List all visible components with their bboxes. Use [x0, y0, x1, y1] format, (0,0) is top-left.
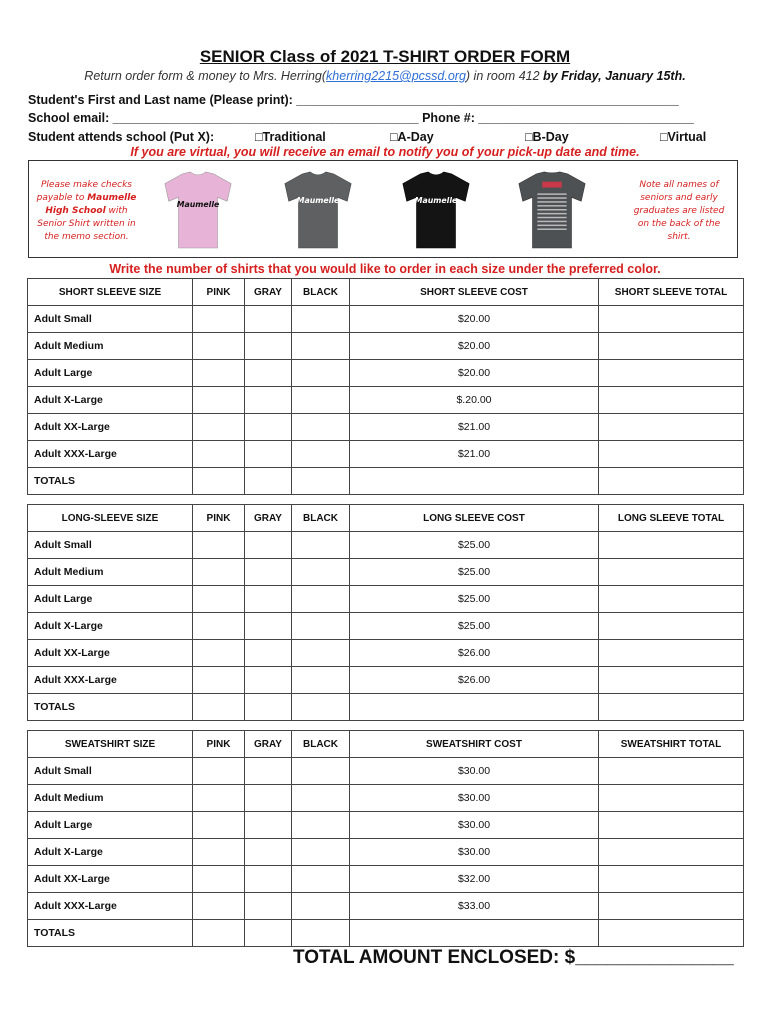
cost-cell: $20.00 [350, 360, 599, 387]
size-label: Adult X-Large [28, 839, 193, 866]
pink-qty-cell[interactable] [193, 532, 245, 559]
option-a-day-checkbox[interactable]: □A-Day [390, 130, 434, 144]
black-qty-cell[interactable] [292, 758, 350, 785]
header-cost: LONG SLEEVE COST [350, 505, 599, 532]
cost-cell: $30.00 [350, 812, 599, 839]
total-cell[interactable] [599, 414, 744, 441]
cost-cell: $20.00 [350, 306, 599, 333]
gray-qty-cell[interactable] [245, 468, 292, 495]
table-row [28, 586, 744, 613]
gray-qty-cell[interactable] [245, 640, 292, 667]
pink-qty-cell[interactable] [193, 839, 245, 866]
size-label: TOTALS [28, 694, 193, 721]
check-note-school: Maumelle High School [45, 193, 137, 216]
check-note-part2: with Senior Shirt written in the memo section. [37, 206, 136, 242]
size-label: Adult Small [28, 758, 193, 785]
pink-qty-cell[interactable] [193, 893, 245, 920]
black-qty-cell[interactable] [292, 893, 350, 920]
total-cell[interactable] [599, 441, 744, 468]
black-qty-cell[interactable] [292, 468, 350, 495]
header-gray: GRAY [245, 279, 292, 306]
size-label: Adult Large [28, 812, 193, 839]
short-sleeve-table [27, 278, 744, 495]
header-size: LONG-SLEEVE SIZE [28, 505, 193, 532]
header-black: BLACK [292, 505, 350, 532]
black-qty-cell[interactable] [292, 640, 350, 667]
table-row [28, 785, 744, 812]
black-qty-cell[interactable] [292, 414, 350, 441]
sweatshirt-header-row [28, 731, 744, 758]
black-qty-cell[interactable] [292, 866, 350, 893]
total-cell[interactable] [599, 812, 744, 839]
black-qty-cell[interactable] [292, 532, 350, 559]
cost-cell: $21.00 [350, 414, 599, 441]
gray-qty-cell[interactable] [245, 758, 292, 785]
cost-cell: $25.00 [350, 586, 599, 613]
pink-qty-cell[interactable] [193, 306, 245, 333]
size-label: Adult Medium [28, 333, 193, 360]
black-qty-cell[interactable] [292, 306, 350, 333]
black-qty-cell[interactable] [292, 785, 350, 812]
total-cell[interactable] [599, 468, 744, 495]
table-row [28, 441, 744, 468]
table-row [28, 532, 744, 559]
gray-qty-cell[interactable] [245, 613, 292, 640]
table-row [28, 559, 744, 586]
pink-qty-cell[interactable] [193, 414, 245, 441]
table-row [28, 667, 744, 694]
pink-qty-cell[interactable] [193, 613, 245, 640]
cost-cell: $25.00 [350, 559, 599, 586]
total-cell[interactable] [599, 893, 744, 920]
pink-qty-cell[interactable] [193, 441, 245, 468]
black-qty-cell[interactable] [292, 920, 350, 947]
black-qty-cell[interactable] [292, 586, 350, 613]
size-label: Adult XX-Large [28, 414, 193, 441]
pink-qty-cell[interactable] [193, 667, 245, 694]
black-qty-cell[interactable] [292, 559, 350, 586]
header-total: LONG SLEEVE TOTAL [599, 505, 744, 532]
total-cell[interactable] [599, 920, 744, 947]
size-label: Adult XXX-Large [28, 441, 193, 468]
gray-qty-cell[interactable] [245, 360, 292, 387]
gray-qty-cell[interactable] [245, 414, 292, 441]
size-label: Adult X-Large [28, 613, 193, 640]
totals-row [28, 920, 744, 947]
header-gray: GRAY [245, 505, 292, 532]
gray-shirt-image [279, 167, 357, 251]
size-label: Adult Large [28, 360, 193, 387]
black-qty-cell[interactable] [292, 387, 350, 414]
gray-qty-cell[interactable] [245, 333, 292, 360]
cost-cell: $25.00 [350, 532, 599, 559]
cost-cell: $26.00 [350, 667, 599, 694]
total-cell[interactable] [599, 694, 744, 721]
header-gray: GRAY [245, 731, 292, 758]
gray-qty-cell[interactable] [245, 866, 292, 893]
table-row [28, 414, 744, 441]
pink-qty-cell[interactable] [193, 333, 245, 360]
cost-cell [350, 694, 599, 721]
size-label: Adult XXX-Large [28, 667, 193, 694]
table-row [28, 839, 744, 866]
gray-qty-cell[interactable] [245, 441, 292, 468]
totals-row [28, 694, 744, 721]
long-sleeve-table [27, 504, 744, 721]
header-total: SWEATSHIRT TOTAL [599, 731, 744, 758]
header-cost: SHORT SLEEVE COST [350, 279, 599, 306]
pink-qty-cell[interactable] [193, 640, 245, 667]
check-payable-note [34, 179, 139, 244]
size-label: Adult Small [28, 306, 193, 333]
header-total: SHORT SLEEVE TOTAL [599, 279, 744, 306]
gray-qty-cell[interactable] [245, 694, 292, 721]
short-sleeve-header-row [28, 279, 744, 306]
black-qty-cell[interactable] [292, 667, 350, 694]
table-row [28, 360, 744, 387]
form-title: SENIOR Class of 2021 T-SHIRT ORDER FORM [199, 47, 571, 66]
header-size: SHORT SLEEVE SIZE [28, 279, 193, 306]
pink-qty-cell[interactable] [193, 920, 245, 947]
pink-qty-cell[interactable] [193, 785, 245, 812]
pink-qty-cell[interactable] [193, 694, 245, 721]
pink-qty-cell[interactable] [193, 559, 245, 586]
black-shirt-image [397, 167, 475, 251]
names-on-back-note: Note all names of seniors and early graduates are listed on the back of the shirt. [633, 180, 725, 242]
cost-cell: $32.00 [350, 866, 599, 893]
long-sleeve-header-row [28, 505, 744, 532]
pink-qty-cell[interactable] [193, 360, 245, 387]
shirt-logo-text: Maumelle [296, 196, 340, 206]
totals-row [28, 468, 744, 495]
total-cell[interactable] [599, 333, 744, 360]
size-label: TOTALS [28, 468, 193, 495]
shirt-photo-box [28, 160, 738, 258]
total-cell[interactable] [599, 387, 744, 414]
table-row [28, 866, 744, 893]
cost-cell [350, 920, 599, 947]
total-cell[interactable] [599, 532, 744, 559]
table-row [28, 812, 744, 839]
school-type-label: Student attends school (Put X): [28, 130, 215, 144]
gray-qty-cell[interactable] [245, 839, 292, 866]
pink-qty-cell[interactable] [193, 812, 245, 839]
table-row [28, 306, 744, 333]
table-row [28, 333, 744, 360]
sweatshirt-table [27, 730, 744, 947]
shirt-logo-text: Maumelle [176, 200, 220, 210]
header-pink: PINK [193, 731, 245, 758]
teacher-email-link[interactable]: kherring2215@pcssd.org [326, 69, 466, 83]
gray-qty-cell[interactable] [245, 532, 292, 559]
total-cell[interactable] [599, 640, 744, 667]
table-row [28, 893, 744, 920]
option-traditional-checkbox[interactable]: □Traditional [255, 130, 326, 144]
deadline-text: by Friday, January 15th. [543, 69, 686, 83]
cost-cell: $26.00 [350, 640, 599, 667]
table-row [28, 640, 744, 667]
gray-qty-cell[interactable] [245, 559, 292, 586]
pink-qty-cell[interactable] [193, 866, 245, 893]
table-row [28, 758, 744, 785]
pink-shirt-image [159, 167, 237, 251]
size-label: Adult Medium [28, 559, 193, 586]
total-cell[interactable] [599, 839, 744, 866]
table-row [28, 387, 744, 414]
total-cell[interactable] [599, 613, 744, 640]
gray-qty-cell[interactable] [245, 812, 292, 839]
cost-cell: $20.00 [350, 333, 599, 360]
virtual-notice: If you are virtual, you will receive an email to notify you of your pick-up date and time. [130, 145, 640, 159]
check-note-part1: Please make checks payable to [36, 180, 132, 203]
pink-qty-cell[interactable] [193, 468, 245, 495]
black-qty-cell[interactable] [292, 613, 350, 640]
size-label: Adult Small [28, 532, 193, 559]
option-virtual-checkbox[interactable]: □Virtual [660, 130, 707, 144]
pink-qty-cell[interactable] [193, 387, 245, 414]
total-cell[interactable] [599, 758, 744, 785]
total-cell[interactable] [599, 306, 744, 333]
total-cell[interactable] [599, 866, 744, 893]
black-qty-cell[interactable] [292, 839, 350, 866]
size-label: Adult XXX-Large [28, 893, 193, 920]
cost-cell: $.20.00 [350, 387, 599, 414]
cost-cell: $25.00 [350, 613, 599, 640]
gray-qty-cell[interactable] [245, 785, 292, 812]
cost-cell [350, 468, 599, 495]
shirt-back-image [513, 167, 591, 251]
header-black: BLACK [292, 731, 350, 758]
size-label: TOTALS [28, 920, 193, 947]
gray-qty-cell[interactable] [245, 306, 292, 333]
gray-qty-cell[interactable] [245, 667, 292, 694]
size-label: Adult Medium [28, 785, 193, 812]
total-cell[interactable] [599, 586, 744, 613]
cost-cell: $21.00 [350, 441, 599, 468]
black-qty-cell[interactable] [292, 333, 350, 360]
size-label: Adult XX-Large [28, 866, 193, 893]
header-cost: SWEATSHIRT COST [350, 731, 599, 758]
cost-cell: $30.00 [350, 839, 599, 866]
black-qty-cell[interactable] [292, 812, 350, 839]
header-black: BLACK [292, 279, 350, 306]
total-amount-enclosed-field[interactable]: TOTAL AMOUNT ENCLOSED: $_______________ [293, 947, 734, 968]
table-row [28, 613, 744, 640]
pink-qty-cell[interactable] [193, 758, 245, 785]
size-label: Adult X-Large [28, 387, 193, 414]
total-cell[interactable] [599, 785, 744, 812]
pink-qty-cell[interactable] [193, 586, 245, 613]
size-label: Adult XX-Large [28, 640, 193, 667]
black-qty-cell[interactable] [292, 694, 350, 721]
cost-cell: $30.00 [350, 758, 599, 785]
gray-qty-cell[interactable] [245, 387, 292, 414]
black-qty-cell[interactable] [292, 360, 350, 387]
total-cell[interactable] [599, 559, 744, 586]
gray-qty-cell[interactable] [245, 920, 292, 947]
cost-cell: $30.00 [350, 785, 599, 812]
return-middle: ) in room 412 [465, 69, 544, 83]
total-cell[interactable] [599, 360, 744, 387]
gray-qty-cell[interactable] [245, 586, 292, 613]
header-pink: PINK [193, 279, 245, 306]
black-qty-cell[interactable] [292, 441, 350, 468]
student-name-field[interactable]: Student's First and Last name (Please print): _______________________________________________________ [28, 93, 679, 107]
return-prefix: Return order form & money to Mrs. Herring( [84, 69, 327, 83]
gray-qty-cell[interactable] [245, 893, 292, 920]
shirt-logo-text: Maumelle [414, 196, 458, 206]
header-pink: PINK [193, 505, 245, 532]
header-size: SWEATSHIRT SIZE [28, 731, 193, 758]
return-instructions [0, 69, 770, 83]
cost-cell: $33.00 [350, 893, 599, 920]
size-label: Adult Large [28, 586, 193, 613]
order-instructions: Write the number of shirts that you would like to order in each size under the preferred color. [109, 262, 661, 276]
option-b-day-checkbox[interactable]: □B-Day [525, 130, 569, 144]
total-cell[interactable] [599, 667, 744, 694]
email-phone-field[interactable]: School email: ____________________________________________ Phone #: _______________________________ [28, 111, 694, 125]
